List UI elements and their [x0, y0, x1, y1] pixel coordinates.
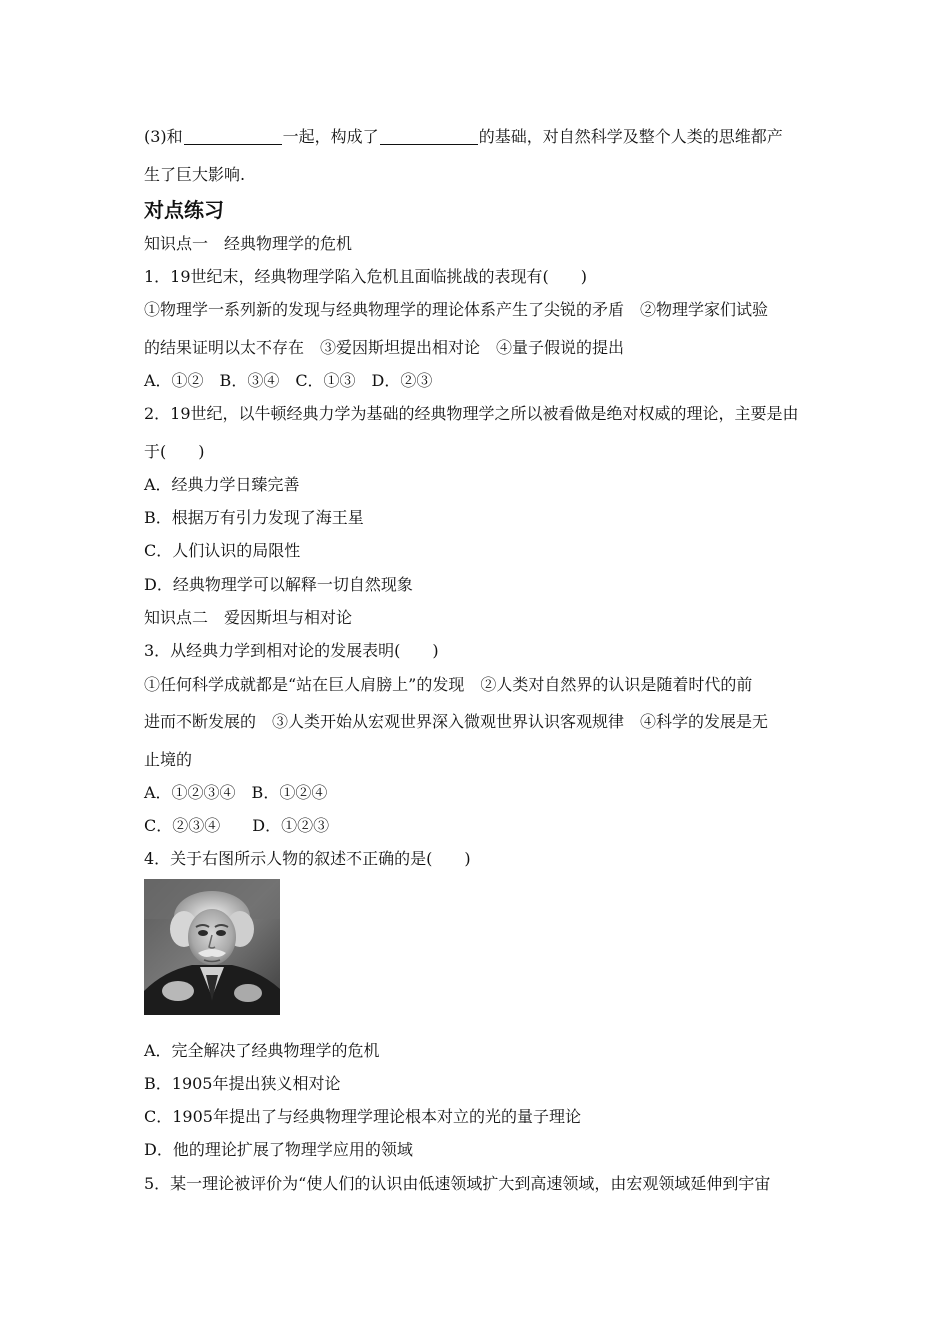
question-4-stem: 4．关于右图所示人物的叙述不正确的是( )	[144, 849, 471, 868]
question-3-stem: 3．从经典力学到相对论的发展表明( )	[144, 641, 439, 660]
question-4-option-a: A．完全解决了经典物理学的危机	[144, 1041, 380, 1060]
question-2-stem-line-1: 2．19世纪，以牛顿经典力学为基础的经典物理学之所以被看做是绝对权威的理论，主要是由	[144, 404, 799, 423]
question-4-option-b: B．1905年提出狭义相对论	[144, 1074, 341, 1093]
question-3-statement-line-1: ①任何科学成就都是“站在巨人肩膀上”的发现 ②人类对自然界的认识是随着时代的前	[144, 675, 753, 694]
knowledge-point-1: 知识点一 经典物理学的危机	[144, 234, 353, 253]
question-1-options: A．①② B．③④ C．①③ D．②③	[144, 371, 433, 390]
question-4-option-d: D．他的理论扩展了物理学应用的领域	[144, 1140, 413, 1159]
question-4-option-c: C．1905年提出了与经典物理学理论根本对立的光的量子理论	[144, 1107, 581, 1126]
question-1-statement-line-2: 的结果证明以太不存在 ③爱因斯坦提出相对论 ④量子假说的提出	[144, 338, 625, 357]
question-2-option-a: A．经典力学日臻完善	[144, 475, 300, 494]
question-3-statement-line-3: 止境的	[144, 750, 193, 769]
question-3-options-line-1: A．①②③④ B．①②④	[144, 783, 328, 802]
fill-in-line-1	[144, 127, 783, 147]
question-3-statement-line-2: 进而不断发展的 ③人类开始从宏观世界深入微观世界认识客观规律 ④科学的发展是无	[144, 712, 769, 731]
question-2-option-d: D．经典物理学可以解释一切自然现象	[144, 575, 413, 594]
question-1-statement-line-1: ①物理学一系列新的发现与经典物理学的理论体系产生了尖锐的矛盾 ②物理学家们试验	[144, 300, 769, 319]
section-title: 对点练习	[144, 198, 224, 222]
question-1-stem: 1．19世纪末，经典物理学陷入危机且面临挑战的表现有( )	[144, 267, 588, 286]
fill-in-text-1: (3)和	[144, 127, 183, 146]
portrait-image	[144, 879, 280, 1015]
answer-blank-2[interactable]	[380, 128, 478, 145]
question-2-stem-line-2: 于( )	[144, 442, 205, 461]
question-2-option-c: C．人们认识的局限性	[144, 541, 301, 560]
answer-blank-1[interactable]	[184, 128, 282, 145]
question-5-stem-line-1: 5．某一理论被评价为“使人们的认识由低速领域扩大到高速领域，由宏观领域延伸到宇宙	[144, 1174, 771, 1193]
portrait-photo	[144, 879, 280, 1015]
fill-in-text-2: 一起，构成了	[282, 127, 379, 146]
knowledge-point-2: 知识点二 爱因斯坦与相对论	[144, 608, 353, 627]
fill-in-text-3: 的基础，对自然科学及整个人类的思维都产	[478, 127, 783, 146]
question-2-option-b: B．根据万有引力发现了海王星	[144, 508, 364, 527]
fill-in-line-2: 生了巨大影响.	[144, 165, 246, 184]
question-3-options-line-2: C．②③④ D．①②③	[144, 816, 330, 835]
